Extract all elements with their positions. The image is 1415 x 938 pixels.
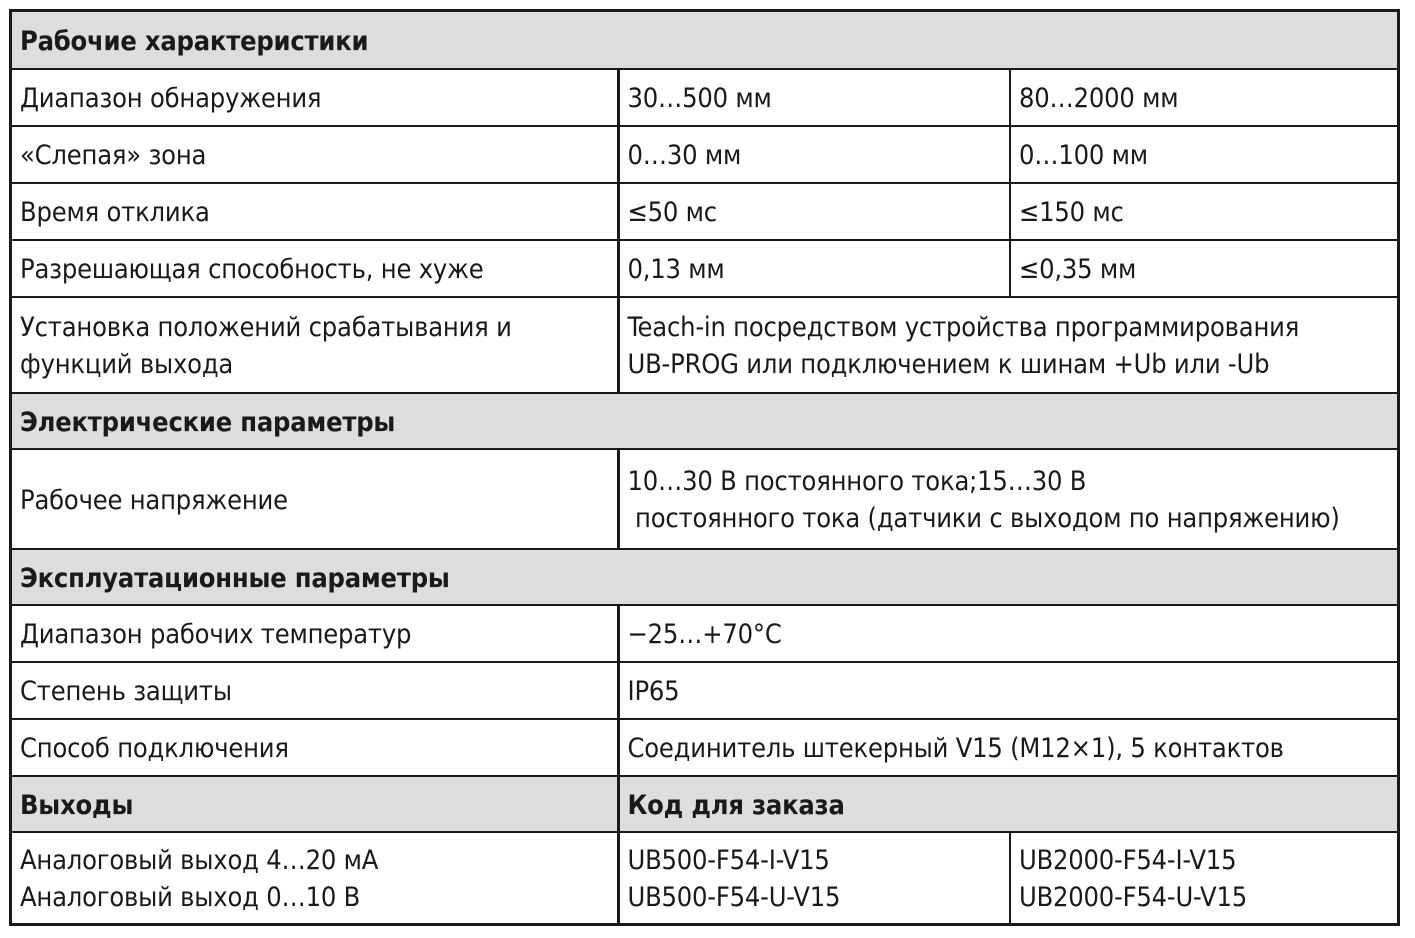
table-row: [12, 832, 1397, 923]
value-resolution-2000: ≤0,35 мм: [1010, 240, 1397, 297]
label-blind-zone: «Слепая» зона: [12, 126, 618, 183]
spec-sheet: [9, 9, 1400, 926]
value-response-time-500: ≤50 мс: [618, 183, 1010, 240]
label-response-time: Время отклика: [12, 183, 618, 240]
table-row: [12, 297, 1397, 393]
table-row: [12, 605, 1397, 662]
label-temperature: Диапазон рабочих температур: [12, 605, 618, 662]
label-resolution: Разрешающая способность, не хуже: [12, 240, 618, 297]
table-row: [12, 69, 1397, 126]
section-header-electrical: Электрические параметры: [12, 393, 1397, 449]
section-row-outputs: [12, 776, 1397, 832]
spec-table: [12, 12, 1397, 923]
label-connection: Способ подключения: [12, 719, 618, 776]
value-voltage: [618, 449, 1397, 549]
order-code-ub2000-i: UB2000-F54-I-V15: [1019, 845, 1237, 876]
label-voltage: Рабочее напряжение: [12, 449, 618, 549]
value-response-time-2000: ≤150 мс: [1010, 183, 1397, 240]
table-row: [12, 240, 1397, 297]
label-outputs: [12, 832, 618, 923]
order-code-ub2000-u: UB2000-F54-U-V15: [1019, 882, 1247, 913]
value-resolution-500: 0,13 мм: [618, 240, 1010, 297]
order-codes-500: [618, 832, 1010, 923]
label-setup-line2: функций выхода: [20, 349, 234, 380]
section-row-electrical: [12, 393, 1397, 449]
value-voltage-line1: 10…30 В постоянного тока;15…30 В: [627, 466, 1087, 497]
section-header-performance: Рабочие характеристики: [12, 12, 1397, 69]
table-row: [12, 126, 1397, 183]
label-detection-range: Диапазон обнаружения: [12, 69, 618, 126]
label-setup: [12, 297, 618, 393]
order-code-ub500-u: UB500-F54-U-V15: [627, 882, 841, 913]
table-row: [12, 449, 1397, 549]
section-row-operational: [12, 549, 1397, 605]
section-header-operational: Эксплуатационные параметры: [12, 549, 1397, 605]
order-code-ub500-i: UB500-F54-I-V15: [627, 845, 830, 876]
value-setup-line1: Teach-in посредством устройства программирования: [627, 312, 1300, 343]
label-protection: Степень защиты: [12, 662, 618, 719]
value-connection: Соединитель штекерный V15 (M12×1), 5 контактов: [618, 719, 1397, 776]
value-protection: IP65: [618, 662, 1397, 719]
section-row-performance: [12, 12, 1397, 69]
value-temperature: −25…+70°C: [618, 605, 1397, 662]
label-output-current: Аналоговый выход 4…20 мА: [20, 845, 379, 876]
section-header-order-code: Код для заказа: [618, 776, 1397, 832]
table-row: [12, 183, 1397, 240]
value-blind-zone-500: 0…30 мм: [618, 126, 1010, 183]
order-codes-2000: [1010, 832, 1397, 923]
value-detection-range-500: 30…500 мм: [618, 69, 1010, 126]
value-setup: [618, 297, 1397, 393]
value-voltage-line2: постоянного тока (датчики с выходом по напряжению): [627, 503, 1340, 534]
label-output-voltage: Аналоговый выход 0…10 В: [20, 882, 361, 913]
value-setup-line2: UB-PROG или подключением к шинам +Ub или -Ub: [627, 349, 1270, 380]
value-detection-range-2000: 80…2000 мм: [1010, 69, 1397, 126]
label-setup-line1: Установка положений срабатывания и: [20, 312, 512, 343]
table-row: [12, 719, 1397, 776]
section-header-outputs: Выходы: [12, 776, 618, 832]
table-row: [12, 662, 1397, 719]
value-blind-zone-2000: 0…100 мм: [1010, 126, 1397, 183]
